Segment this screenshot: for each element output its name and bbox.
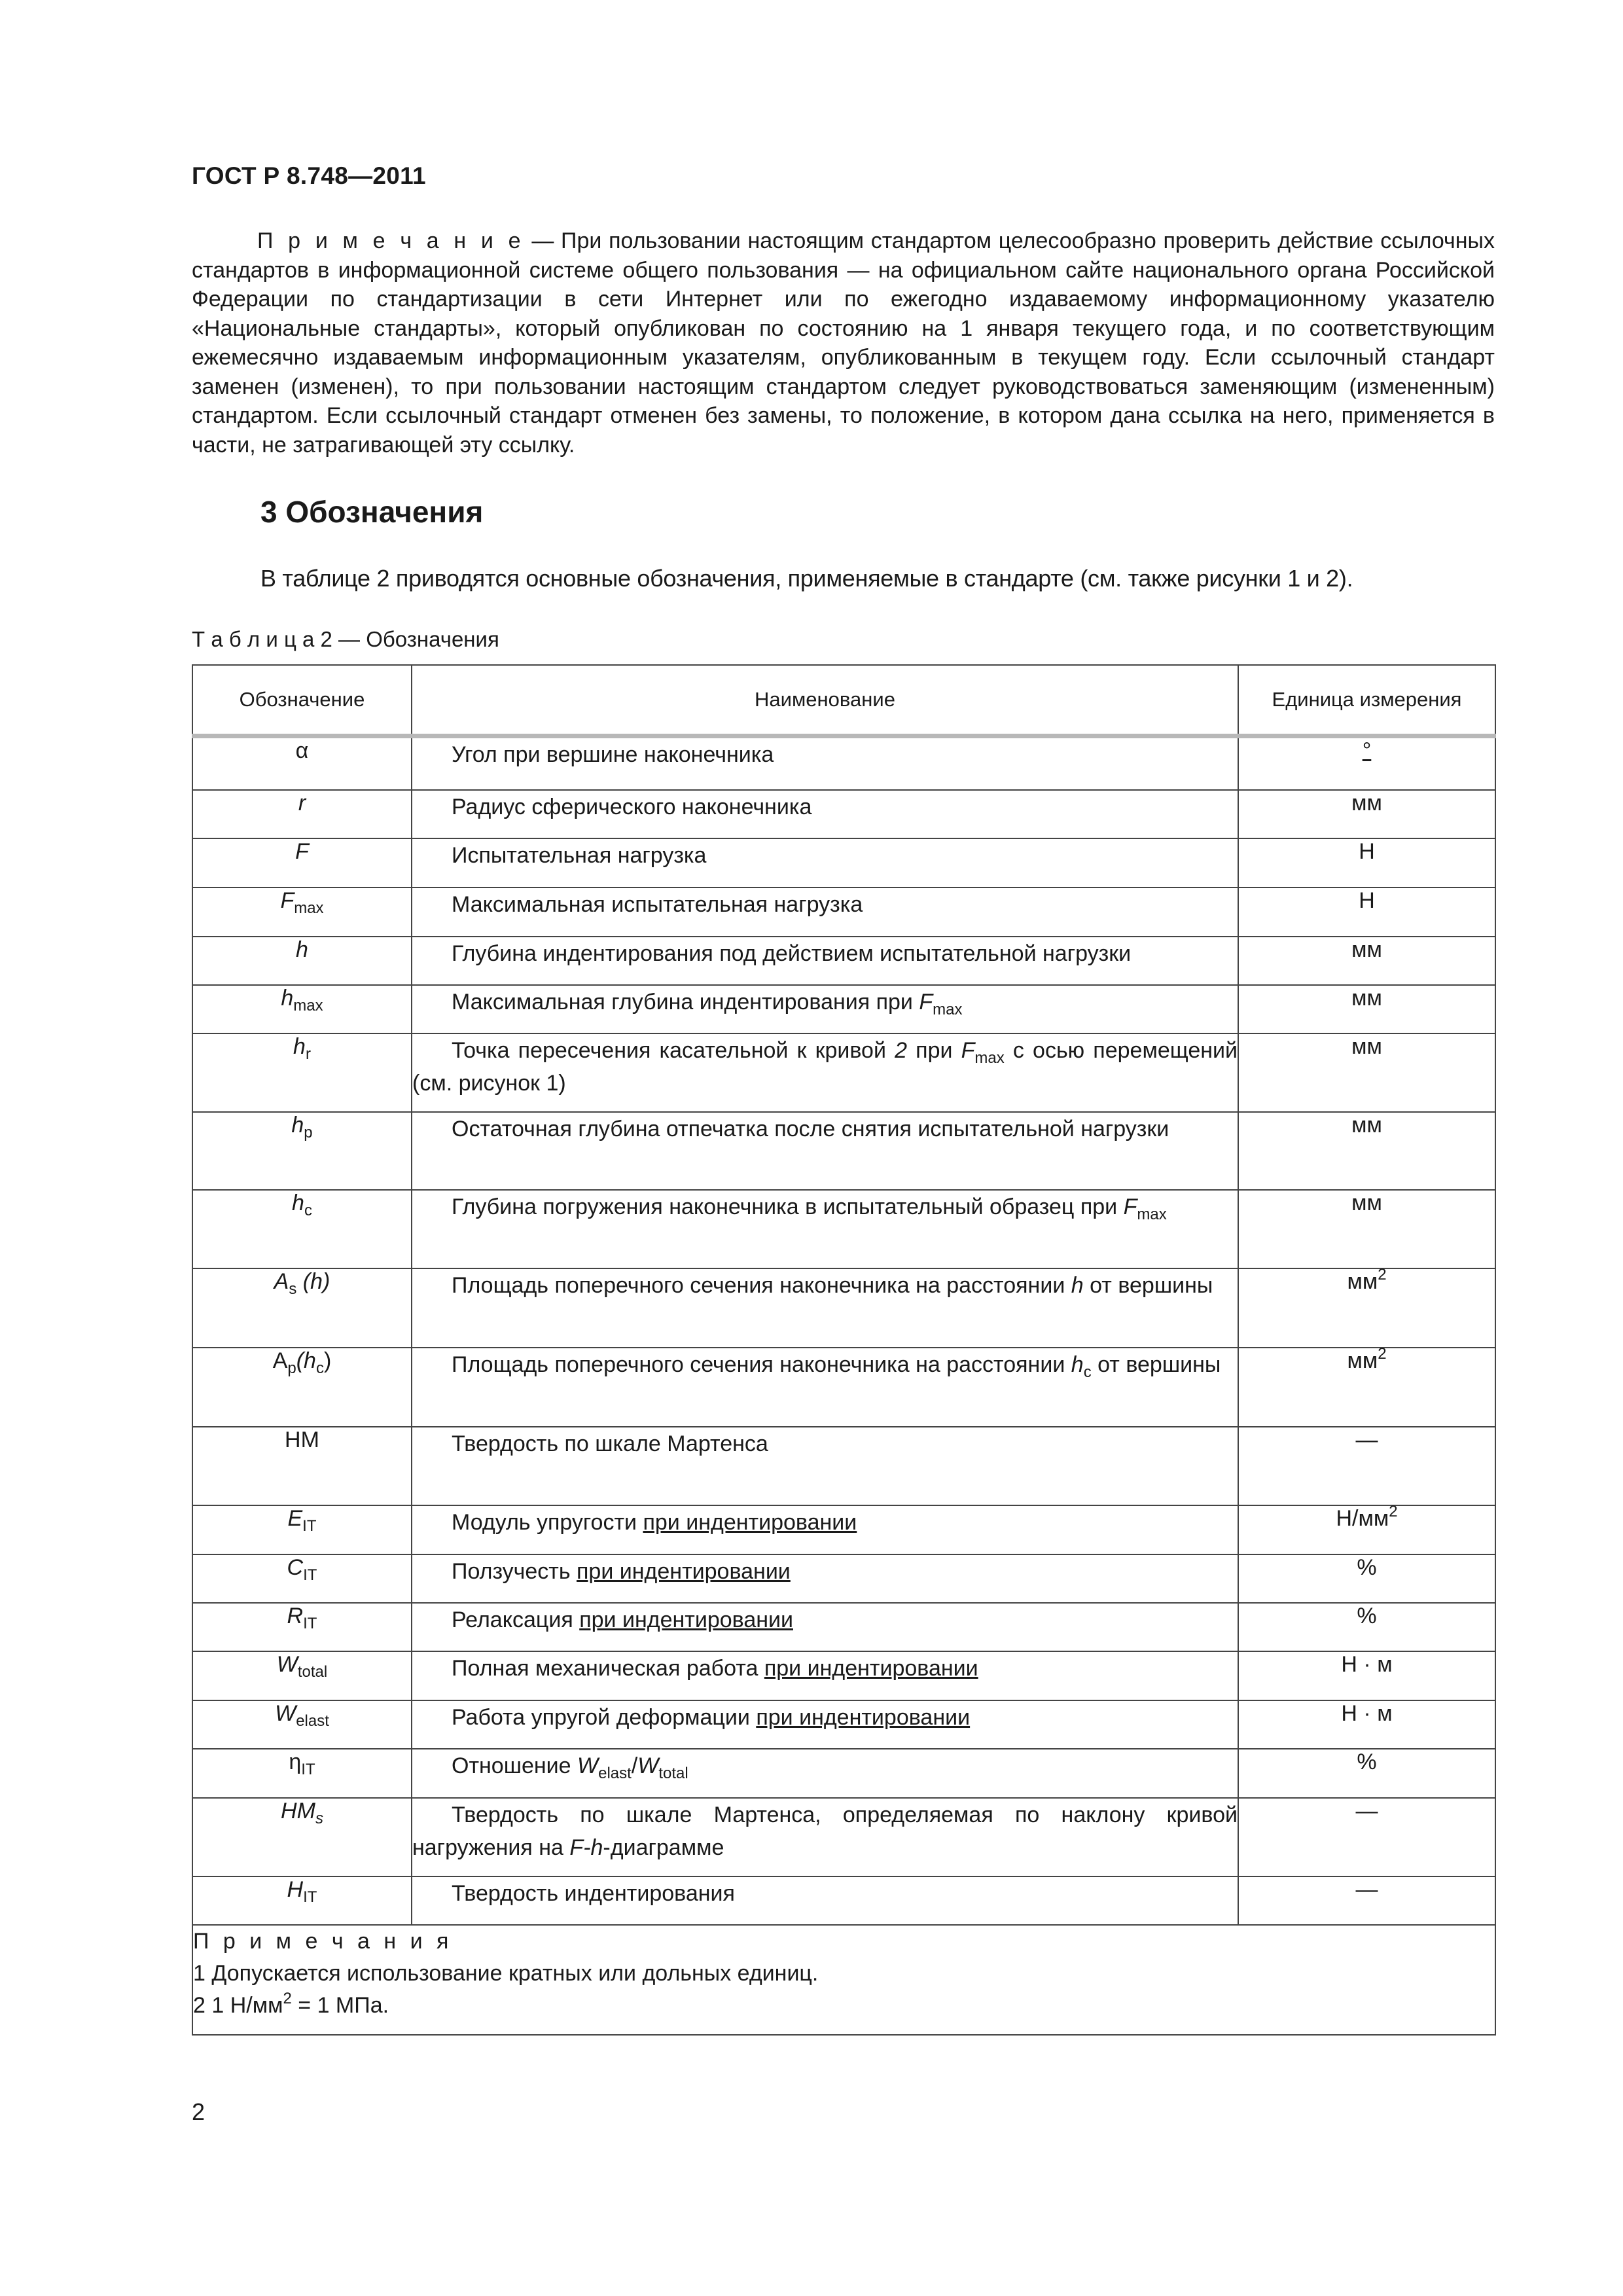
unit-cell: — <box>1238 1427 1495 1505</box>
unit-cell: Н <box>1238 838 1495 888</box>
unit-cell: $Н/мм^2$ <box>1238 1505 1495 1554</box>
table-header-row <box>192 665 1495 736</box>
unit-cell: мм <box>1238 790 1495 838</box>
unit-cell: % <box>1238 1554 1495 1603</box>
unit-cell: мм <box>1238 937 1495 985</box>
symbol-cell: $h_c$ <box>192 1190 412 1268</box>
name-cell: Угол при вершине наконечника <box>412 736 1238 790</box>
unit-cell: $мм^2$ <box>1238 1348 1495 1427</box>
symbols-table-container <box>192 664 1495 2036</box>
name-cell: Модуль упругости при индентировании <box>412 1505 1238 1554</box>
header-symbol: Обозначение <box>192 665 412 736</box>
name-cell: Максимальная испытательная нагрузка <box>412 888 1238 937</box>
unit-cell: мм <box>1238 1190 1495 1268</box>
unit-cell: $мм^2$ <box>1238 1268 1495 1348</box>
symbol-cell: $E_{IT}$ <box>192 1505 412 1554</box>
table-row <box>192 1651 1495 1700</box>
symbol-cell: $F_{max}$ <box>192 888 412 937</box>
unit-cell: мм <box>1238 1112 1495 1190</box>
header-unit: Единица измерения <box>1238 665 1495 736</box>
symbol-cell: F <box>192 838 412 888</box>
table-caption: Т а б л и ц а 2 — Обозначения <box>192 627 499 651</box>
unit-cell: — <box>1238 1876 1495 1925</box>
unit-cell: % <box>1238 1603 1495 1651</box>
symbol-cell: $R_{IT}$ <box>192 1603 412 1651</box>
name-cell: Твердость по шкале Мартенса <box>412 1427 1238 1505</box>
name-cell: Остаточная глубина отпечатка после снятия испытательной нагрузки <box>412 1112 1238 1190</box>
symbol-cell: $HM_s$ <box>192 1798 412 1876</box>
symbol-cell: $W_{total}$ <box>192 1651 412 1700</box>
note-item: 2 1 $Н/мм^2 = 1$ МПа. <box>193 1989 389 2018</box>
unit-cell: Н · м <box>1238 1700 1495 1749</box>
document-id: ГОСТ Р 8.748—2011 <box>192 162 426 189</box>
table-row <box>192 1505 1495 1554</box>
symbol-cell: $C_{IT}$ <box>192 1554 412 1603</box>
page-number: 2 <box>192 2098 205 2125</box>
symbol-cell: r <box>192 790 412 838</box>
symbol-cell: $\eta_{IT}$ <box>192 1749 412 1798</box>
table-row <box>192 736 1495 790</box>
symbol-cell: HM <box>192 1427 412 1505</box>
name-cell: Испытательная нагрузка <box>412 838 1238 888</box>
table-row <box>192 1427 1495 1505</box>
unit-cell: % <box>1238 1749 1495 1798</box>
table-row <box>192 1348 1495 1427</box>
table-notes-row <box>192 1925 1495 2035</box>
unit-cell: Н <box>1238 888 1495 937</box>
symbol-cell: $A_p(h_c)$ <box>192 1348 412 1427</box>
symbol-cell: α <box>192 736 412 790</box>
name-cell: Полная механическая работа при индентировании <box>412 1651 1238 1700</box>
name-cell: Радиус сферического наконечника <box>412 790 1238 838</box>
table-row <box>192 888 1495 937</box>
unit-cell: мм <box>1238 985 1495 1033</box>
name-cell: Твердость индентирования <box>412 1876 1238 1925</box>
table-row <box>192 985 1495 1033</box>
symbol-cell: $h_p$ <box>192 1112 412 1190</box>
table-row <box>192 1112 1495 1190</box>
symbols-table <box>192 664 1496 2036</box>
name-cell: Точка пересечения касательной к кривой 2 при $F_{max}$ с осью перемещений (см. рисунок 1) <box>412 1033 1238 1112</box>
name-cell: Глубина индентирования под действием испытательной нагрузки <box>412 937 1238 985</box>
note-label: П р и м е ч а н и е <box>257 228 525 253</box>
symbol-cell: $H_{IT}$ <box>192 1876 412 1925</box>
table-row <box>192 790 1495 838</box>
symbol-cell: $W_{elast}$ <box>192 1700 412 1749</box>
table-row <box>192 1798 1495 1876</box>
header-name: Наименование <box>412 665 1238 736</box>
symbol-cell: h <box>192 937 412 985</box>
table-row <box>192 937 1495 985</box>
name-cell: Площадь поперечного сечения наконечника на расстоянии $h_c$ от вершины <box>412 1348 1238 1427</box>
name-cell: Глубина погружения наконечника в испытательный образец при $F_{max}$ <box>412 1190 1238 1268</box>
table-row <box>192 1033 1495 1112</box>
section-title: 3 Обозначения <box>260 495 484 529</box>
name-cell: Площадь поперечного сечения наконечника на расстоянии h от вершины <box>412 1268 1238 1348</box>
symbol-cell: $A_s$ (h) <box>192 1268 412 1348</box>
table-row <box>192 1876 1495 1925</box>
table-row <box>192 1190 1495 1268</box>
table-row <box>192 838 1495 888</box>
name-cell: Твердость по шкале Мартенса, определяемая по наклону кривой нагружения на F-h-диаграмме <box>412 1798 1238 1876</box>
name-cell: Максимальная глубина индентирования при $F_{max}$ <box>412 985 1238 1033</box>
note-text: — При пользовании настоящим стандартом целесообразно проверить действие ссылочных стандартов в информационной системе общего пользования — на официальном сайте национального органа Российской Федерации по стандартизации в сети Интернет или по ежегодно издаваемому информационному указателю «Национальные стандарты», который опубликован по состоянию на 1 января текущего года, и по соответствующим ежемесячно издаваемым информационным указателям, опубликованным в текущем году. Если ссылочный стандарт заменен (изменен), то при пользовании настоящим стандартом следует руководствоваться заменяющим (измененным) стандартом. Если ссылочный стандарт отменен без замены, то положение, в котором дана ссылка на него, применяется в части, не затрагивающей эту ссылку. <box>192 228 1495 457</box>
unit-cell: — <box>1238 1798 1495 1876</box>
name-cell: Релаксация при индентировании <box>412 1603 1238 1651</box>
reference-note <box>192 226 1495 459</box>
unit-cell: мм <box>1238 1033 1495 1112</box>
unit-cell: ° <box>1238 736 1495 790</box>
symbol-cell: $h_{max}$ <box>192 985 412 1033</box>
name-cell: Ползучесть при индентировании <box>412 1554 1238 1603</box>
name-cell: Отношение $W_{elast}/W_{total}$ <box>412 1749 1238 1798</box>
symbol-cell: $h_r$ <box>192 1033 412 1112</box>
table-row <box>192 1603 1495 1651</box>
table-row <box>192 1268 1495 1348</box>
unit-cell: Н · м <box>1238 1651 1495 1700</box>
table-notes <box>192 1925 1495 2035</box>
table-row <box>192 1554 1495 1603</box>
notes-title: П р и м е ч а н и я <box>193 1928 453 1954</box>
table-row <box>192 1700 1495 1749</box>
section-intro: В таблице 2 приводятся основные обозначения, применяемые в стандарте (см. также рисунки 1 и 2). <box>260 565 1353 592</box>
table-row <box>192 1749 1495 1798</box>
note-item: 1 Допускается использование кратных или дольных единиц. <box>193 1960 819 1986</box>
name-cell: Работа упругой деформации при индентировании <box>412 1700 1238 1749</box>
